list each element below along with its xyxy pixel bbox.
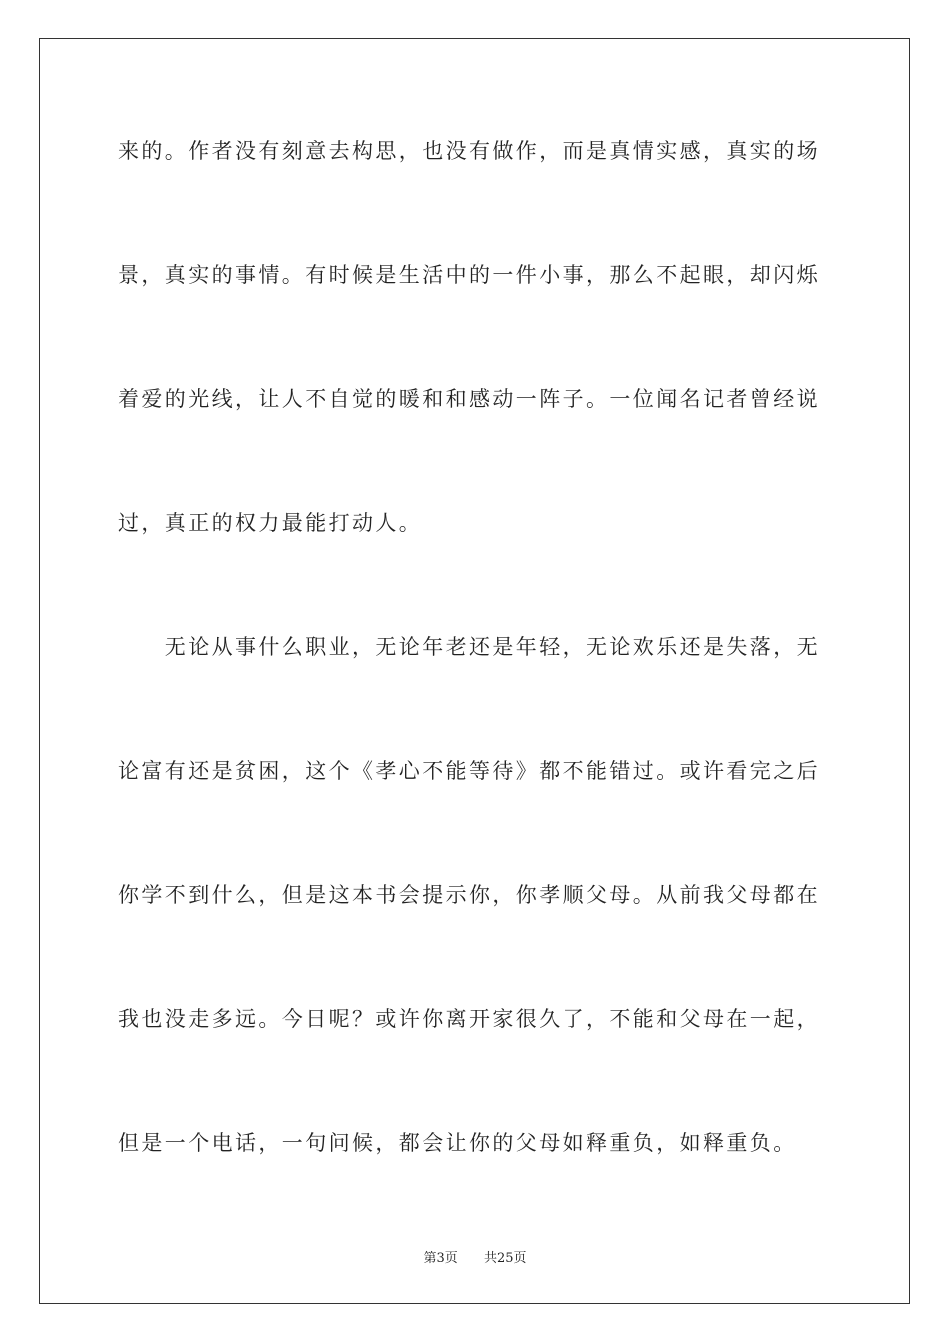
text-line-6: 论富有还是贫困，这个《孝心不能等待》都不能错过。或许看完之后 (118, 759, 820, 783)
page-footer (0, 1247, 950, 1266)
page-border (39, 38, 910, 1304)
text-line-1: 来的。作者没有刻意去构思，也没有做作，而是真情实感，真实的场 (118, 139, 820, 163)
text-line-9: 但是一个电话，一句问候，都会让你的父母如释重负，如释重负。 (118, 1131, 797, 1155)
text-line-5: 无论从事什么职业，无论年老还是年轻，无论欢乐还是失落，无 (118, 635, 820, 659)
text-line-4: 过，真正的权力最能打动人。 (118, 511, 423, 535)
text-line-2: 景，真实的事情。有时候是生活中的一件小事，那么不起眼，却闪烁 (118, 263, 820, 287)
current-page-number: 第3页 (423, 1251, 458, 1266)
text-line-8: 我也没走多远。今日呢？或许你离开家很久了，不能和父母在一起， (118, 1007, 820, 1031)
text-line-3: 着爱的光线，让人不自觉的暖和和感动一阵子。一位闻名记者曾经说 (118, 387, 820, 411)
total-page-count: 共25页 (484, 1251, 527, 1266)
text-line-7: 你学不到什么，但是这本书会提示你，你孝顺父母。从前我父母都在 (118, 883, 820, 907)
